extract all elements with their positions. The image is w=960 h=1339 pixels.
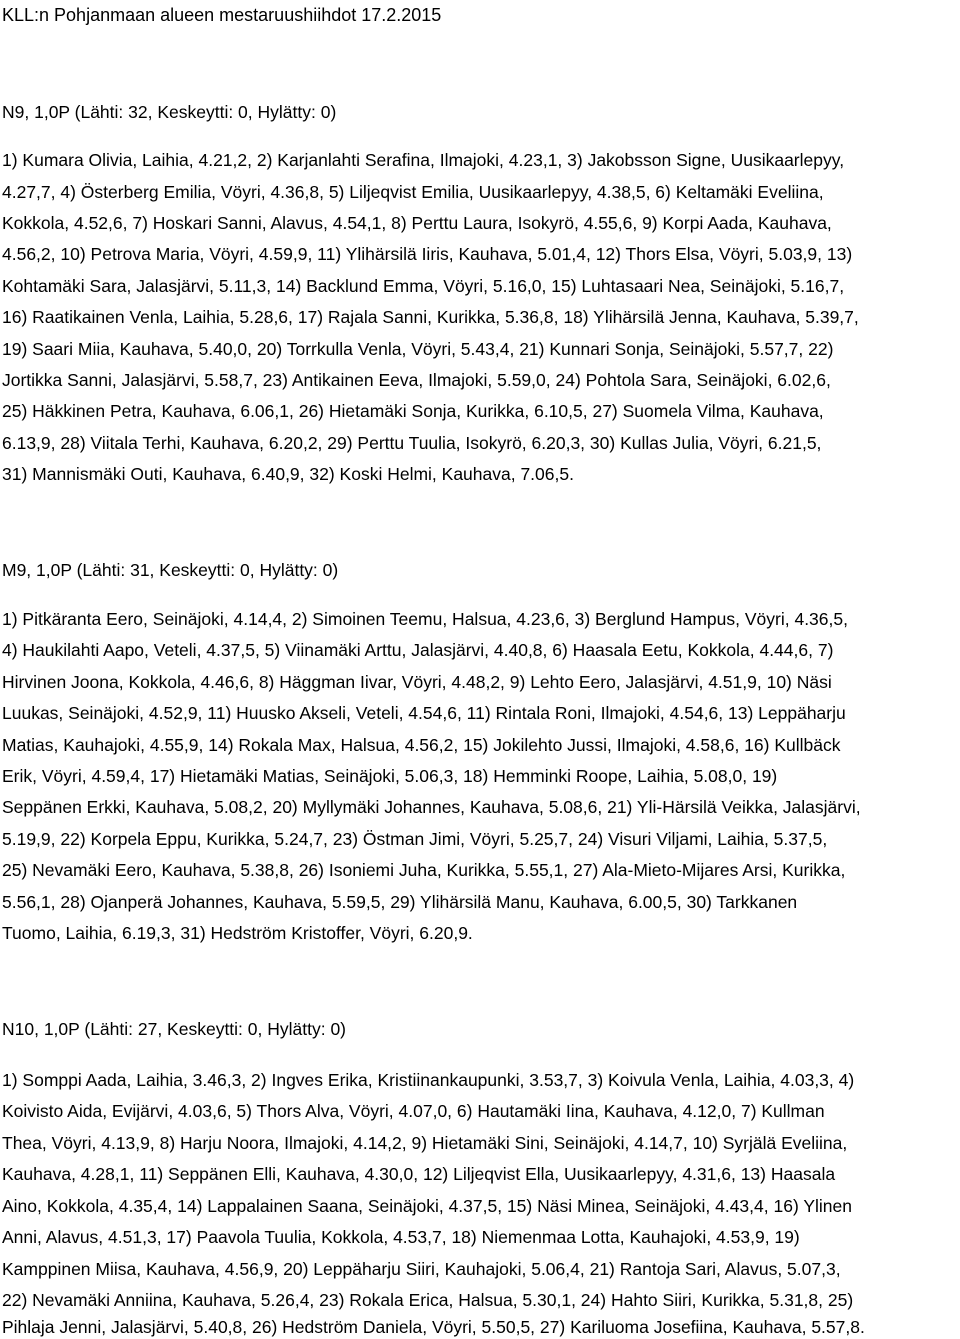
results-line: 1) Pitkäranta Eero, Seinäjoki, 4.14,4, 2) Simoinen Teemu, Halsua, 4.23,6, 3) Berglund Hampus, Vöyri, 4.36,5,: [2, 609, 848, 629]
results-line: 4) Haukilahti Aapo, Veteli, 4.37,5, 5) Viinamäki Arttu, Jalasjärvi, 4.40,8, 6) Haasala Eetu, Kokkola, 4.44,6, 7): [2, 640, 834, 660]
results-line: Thea, Vöyri, 4.13,9, 8) Harju Noora, Ilmajoki, 4.14,2, 9) Hietamäki Sini, Seinäjoki, 4.14,7, 10) Syrjälä Eveliina,: [2, 1133, 848, 1153]
section-heading-m9: M9, 1,0P (Lähti: 31, Keskeytti: 0, Hylätty: 0): [2, 560, 339, 580]
results-line: Jortikka Sanni, Jalasjärvi, 5.58,7, 23) Antikainen Eeva, Ilmajoki, 5.59,0, 24) Pohtola Sara, Seinäjoki, 6.02,6,: [2, 370, 831, 390]
results-line: Seppänen Erkki, Kauhava, 5.08,2, 20) Myllymäki Johannes, Kauhava, 5.08,6, 21) Yli-Härsilä Veikka, Jalasjärvi,: [2, 797, 861, 817]
results-line: Luukas, Seinäjoki, 4.52,9, 11) Huusko Akseli, Veteli, 4.54,6, 11) Rintala Roni, Ilmajoki, 4.54,6, 13) Leppäharju: [2, 703, 846, 723]
results-line: Aino, Kokkola, 4.35,4, 14) Lappalainen Saana, Seinäjoki, 4.37,5, 15) Näsi Minea, Seinäjoki, 4.43,4, 16) Ylinen: [2, 1196, 852, 1216]
results-line: Kokkola, 4.52,6, 7) Hoskari Sanni, Alavus, 4.54,1, 8) Perttu Laura, Isokyrö, 4.55,6, 9) Korpi Aada, Kauhava,: [2, 213, 832, 233]
results-line: 16) Raatikainen Venla, Laihia, 5.28,6, 17) Rajala Sanni, Kurikka, 5.36,8, 18) Ylihärsilä Jenna, Kauhava, 5.39,7,: [2, 307, 859, 327]
results-line: 25) Nevamäki Eero, Kauhava, 5.38,8, 26) Isoniemi Juha, Kurikka, 5.55,1, 27) Ala-Mieto-Mijares Arsi, Kurikka,: [2, 860, 846, 880]
results-line: 4.56,2, 10) Petrova Maria, Vöyri, 4.59,9, 11) Ylihärsilä Iiris, Kauhava, 5.01,4, 12) Thors Elsa, Vöyri, 5.03,9, 13): [2, 244, 853, 264]
results-line: Hirvinen Joona, Kokkola, 4.46,6, 8) Häggman Iivar, Vöyri, 4.48,2, 9) Lehto Eero, Jalasjärvi, 4.51,9, 10) Näsi: [2, 672, 832, 692]
results-line: Matias, Kauhajoki, 4.55,9, 14) Rokala Max, Halsua, 4.56,2, 15) Jokilehto Jussi, Ilmajoki, 4.58,6, 16) Kullbäck: [2, 735, 841, 755]
results-line: 1) Kumara Olivia, Laihia, 4.21,2, 2) Karjanlahti Serafina, Ilmajoki, 4.23,1, 3) Jakobsson Signe, Uusikaarlepyy,: [2, 150, 845, 170]
results-line: 5.19,9, 22) Korpela Eppu, Kurikka, 5.24,7, 23) Östman Jimi, Vöyri, 5.25,7, 24) Visuri Viljami, Laihia, 5.37,5,: [2, 829, 828, 849]
document-title: KLL:n Pohjanmaan alueen mestaruushiihdot 17.2.2015: [2, 5, 442, 25]
results-line: 4.27,7, 4) Österberg Emilia, Vöyri, 4.36,8, 5) Liljeqvist Emilia, Uusikaarlepyy, 4.38,5, 6) Keltamäki Eveliina,: [2, 182, 824, 202]
results-line: 31) Mannismäki Outi, Kauhava, 6.40,9, 32) Koski Helmi, Kauhava, 7.06,5.: [2, 464, 574, 484]
results-line: Tuomo, Laihia, 6.19,3, 31) Hedström Kristoffer, Vöyri, 6.20,9.: [2, 923, 473, 943]
results-line: Kamppinen Miisa, Kauhava, 4.56,9, 20) Leppäharju Siiri, Kauhajoki, 5.06,4, 21) Rantoja Sari, Alavus, 5.07,3,: [2, 1259, 841, 1279]
results-line: Kohtamäki Sara, Jalasjärvi, 5.11,3, 14) Backlund Emma, Vöyri, 5.16,0, 15) Luhtasaari Nea, Seinäjoki, 5.16,7,: [2, 276, 845, 296]
results-line: 22) Nevamäki Anniina, Kauhava, 5.26,4, 23) Rokala Erica, Halsua, 5.30,1, 24) Hahto Siiri, Kurikka, 5.31,8, 25): [2, 1290, 854, 1310]
results-line: 25) Häkkinen Petra, Kauhava, 6.06,1, 26) Hietamäki Sonja, Kurikka, 6.10,5, 27) Suomela Vilma, Kauhava,: [2, 401, 824, 421]
results-line: 6.13,9, 28) Viitala Terhi, Kauhava, 6.20,2, 29) Perttu Tuulia, Isokyrö, 6.20,3, 30) Kullas Julia, Vöyri, 6.21,5,: [2, 433, 822, 453]
results-line: Kauhava, 4.28,1, 11) Seppänen Elli, Kauhava, 4.30,0, 12) Liljeqvist Ella, Uusikaarlepyy, 4.31,6, 13) Haasala: [2, 1164, 836, 1184]
section-heading-n10: N10, 1,0P (Lähti: 27, Keskeytti: 0, Hylätty: 0): [2, 1019, 347, 1039]
results-line: Erik, Vöyri, 4.59,4, 17) Hietamäki Matias, Seinäjoki, 5.06,3, 18) Hemminki Roope, Laihia, 5.08,0, 19): [2, 766, 778, 786]
results-line: 1) Somppi Aada, Laihia, 3.46,3, 2) Ingves Erika, Kristiinankaupunki, 3.53,7, 3) Koivula Venla, Laihia, 4.03,3, 4): [2, 1070, 855, 1090]
results-line: 5.56,1, 28) Ojanperä Johannes, Kauhava, 5.59,5, 29) Ylihärsilä Manu, Kauhava, 6.00,5, 30) Tarkkanen: [2, 892, 798, 912]
results-line: Pihlaja Jenni, Jalasjärvi, 5.40,8, 26) Hedström Daniela, Vöyri, 5.50,5, 27) Kariluoma Josefiina, Kauhava, 5.57,8.: [2, 1317, 865, 1337]
results-line: Koivisto Aida, Evijärvi, 4.03,6, 5) Thors Alva, Vöyri, 4.07,0, 6) Hautamäki Iina, Kauhava, 4.12,0, 7) Kullman: [2, 1101, 825, 1121]
section-heading-n9: N9, 1,0P (Lähti: 32, Keskeytti: 0, Hylätty: 0): [2, 102, 337, 122]
results-line: Anni, Alavus, 4.51,3, 17) Paavola Tuulia, Kokkola, 4.53,7, 18) Niemenmaa Lotta, Kauhajoki, 4.53,9, 19): [2, 1227, 800, 1247]
results-line: 19) Saari Miia, Kauhava, 5.40,0, 20) Torrkulla Venla, Vöyri, 5.43,4, 21) Kunnari Sonja, Seinäjoki, 5.57,7, 22): [2, 339, 834, 359]
